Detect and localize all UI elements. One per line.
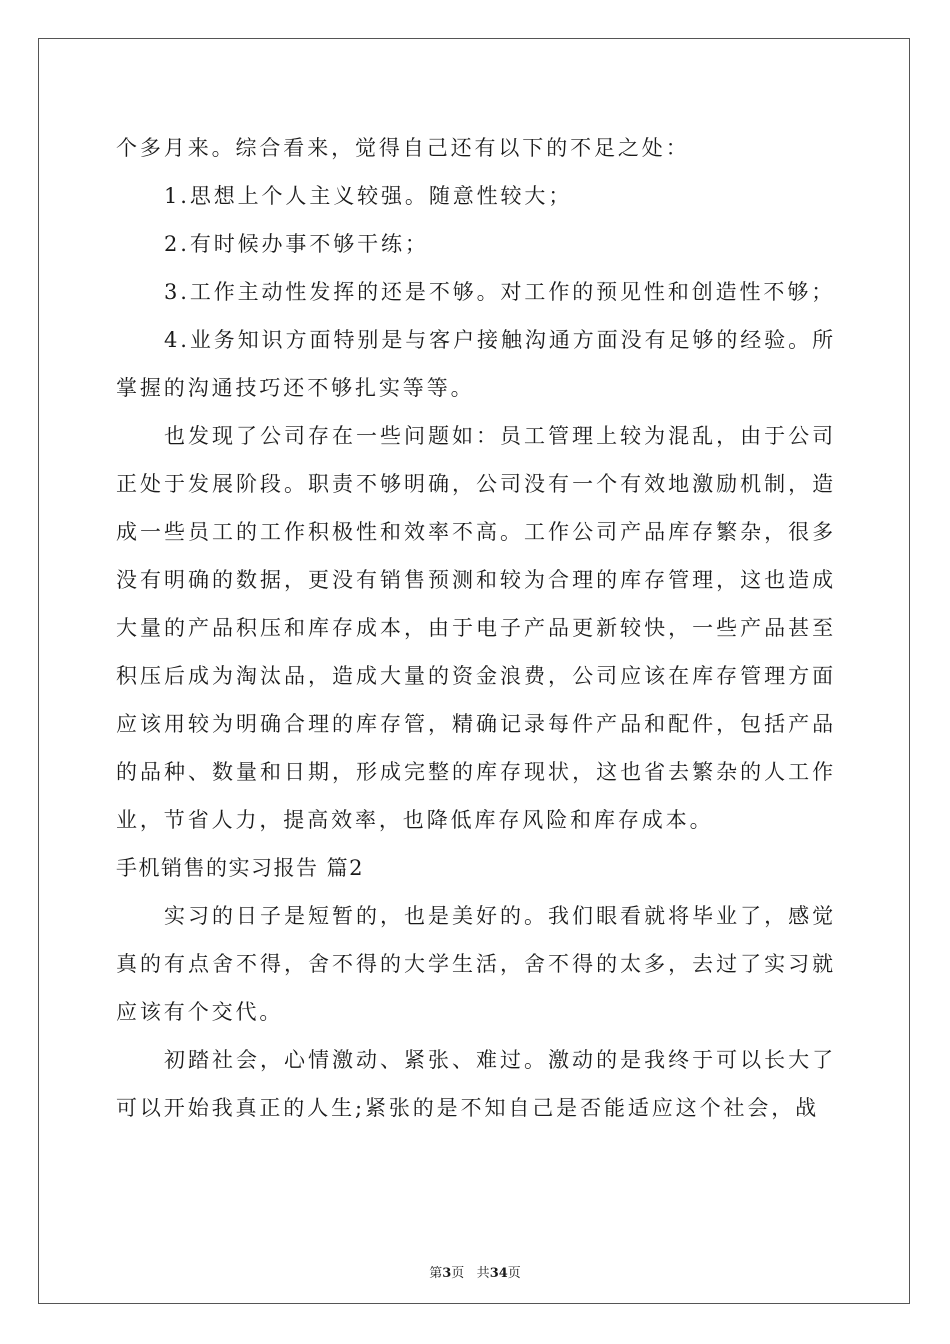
document-body (116, 124, 836, 1132)
list-item: 4.业务知识方面特别是与客户接触沟通方面没有足够的经验。所掌握的沟通技巧还不够扎实等等。 (116, 328, 836, 400)
footer-prefix: 第 (429, 1266, 443, 1281)
paragraph: 实习的日子是短暂的，也是美好的。我们眼看就将毕业了，感觉真的有点舍不得，舍不得的大学生活，舍不得的太多，去过了实习就应该有个交代。 (116, 904, 836, 1024)
paragraph: 也发现了公司存在一些问题如：员工管理上较为混乱，由于公司正处于发展阶段。职责不够明确，公司没有一个有效地激励机制，造成一些员工的工作积极性和效率不高。工作公司产品库存繁杂，很多没有明确的数据，更没有销售预测和较为合理的库存管理，这也造成大量的产品积压和库存成本，由于电子产品更新较快，一些产品甚至积压后成为淘汰品，造成大量的资金浪费，公司应该在库存管理方面应该用较为明确合理的库存管，精确记录每件产品和配件，包括产品的品种、数量和日期，形成完整的库存现状，这也省去繁杂的人工作业，节省人力，提高效率，也降低库存风险和库存成本。 (116, 424, 836, 832)
footer-total-suffix: 页 (507, 1266, 521, 1281)
page-footer (0, 1262, 950, 1281)
section-heading: 手机销售的实习报告 篇2 (116, 856, 365, 880)
list-item: 1.思想上个人主义较强。随意性较大； (164, 184, 573, 208)
current-page-number: 3 (442, 1266, 452, 1281)
footer-page-suffix: 页 (451, 1266, 465, 1281)
paragraph: 初踏社会，心情激动、紧张、难过。激动的是我终于可以长大了可以开始我真正的人生;紧张的是不知自己是否能适应这个社会，战 (116, 1048, 836, 1120)
paragraph: 个多月来。综合看来，觉得自己还有以下的不足之处： (116, 136, 690, 160)
footer-total-prefix: 共 (476, 1266, 490, 1281)
total-pages-number: 34 (489, 1266, 508, 1281)
list-item: 3.工作主动性发挥的还是不够。对工作的预见性和创造性不够； (164, 280, 836, 304)
list-item: 2.有时候办事不够干练； (164, 232, 429, 256)
